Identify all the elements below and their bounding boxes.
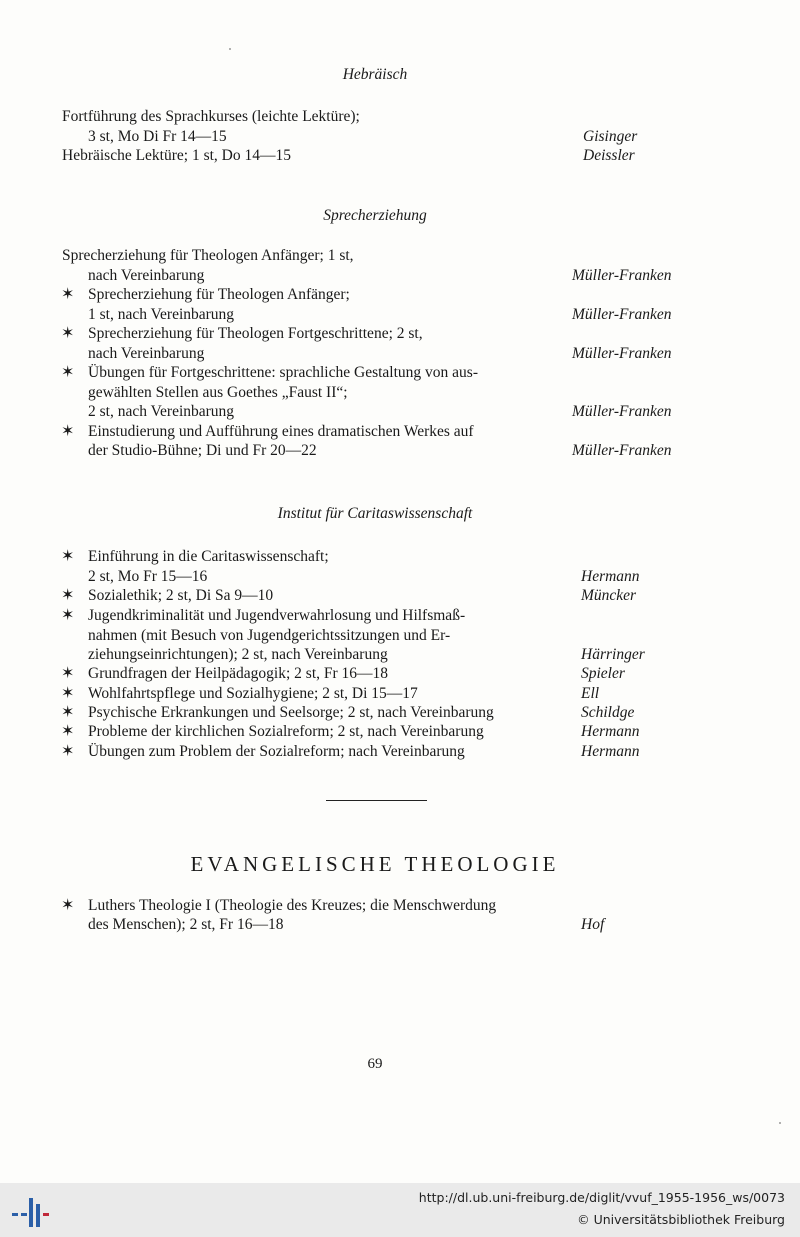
viewer-footer <box>0 1183 800 1237</box>
lecturer-name: Ell <box>581 685 600 702</box>
course-line: nach Vereinbarung <box>88 345 205 362</box>
faculty-title: EVANGELISCHE THEOLOGIE <box>190 852 560 876</box>
section-heading-sprecherziehung: Sprecherziehung <box>323 207 427 224</box>
course-line: 3 st, Mo Di Fr 14—15 <box>88 128 227 145</box>
course-line: Probleme der kirchlichen Sozialreform; 2 st, nach Vereinbarung <box>88 723 484 740</box>
star-marker-icon: ✶ <box>61 364 75 381</box>
library-logo-icon <box>12 1192 50 1228</box>
course-line: nahmen (mit Besuch von Jugendgerichtssitzungen und Er- <box>88 627 451 644</box>
star-marker-icon: ✶ <box>61 897 75 914</box>
lecturer-name: Deissler <box>583 147 635 164</box>
copyright-notice: © Universitätsbibliothek Freiburg <box>577 1212 785 1227</box>
lecturer-name: Hof <box>581 916 605 933</box>
course-line: ziehungseinrichtungen); 2 st, nach Vereinbarung <box>88 646 388 663</box>
course-line: Luthers Theologie I (Theologie des Kreuzes; die Menschwerdung <box>88 897 497 914</box>
section-heading-hebraeisch: Hebräisch <box>342 66 408 83</box>
course-line: 2 st, nach Vereinbarung <box>88 403 235 420</box>
star-marker-icon: ✶ <box>61 423 75 440</box>
course-line: Hebräische Lektüre; 1 st, Do 14—15 <box>62 147 291 164</box>
course-line: gewählten Stellen aus Goethes „Faust II“; <box>88 384 348 401</box>
course-line: Psychische Erkrankungen und Seelsorge; 2 st, nach Vereinbarung <box>88 704 494 721</box>
lecturer-name: Müller-Franken <box>572 306 672 323</box>
star-marker-icon: ✶ <box>61 607 75 624</box>
star-marker-icon: ✶ <box>61 704 75 721</box>
star-marker-icon: ✶ <box>61 587 75 604</box>
lecturer-name: Gisinger <box>583 128 638 145</box>
lecturer-name: Müller-Franken <box>572 267 672 284</box>
scan-speck <box>779 1122 781 1124</box>
course-line: Einstudierung und Aufführung eines dramatischen Werkes auf <box>88 423 474 440</box>
course-line: Sprecherziehung für Theologen Fortgeschrittene; 2 st, <box>88 325 423 342</box>
star-marker-icon: ✶ <box>61 723 75 740</box>
course-line: Sprecherziehung für Theologen Anfänger; <box>88 286 350 303</box>
lecturer-name: Müller-Franken <box>572 442 672 459</box>
section-heading-caritas: Institut für Caritaswissenschaft <box>277 505 473 522</box>
course-line: Einführung in die Caritaswissenschaft; <box>88 548 329 565</box>
lecturer-name: Müller-Franken <box>572 403 672 420</box>
scan-speck <box>229 48 231 50</box>
star-marker-icon: ✶ <box>61 286 75 303</box>
section-divider <box>326 800 427 801</box>
star-marker-icon: ✶ <box>61 685 75 702</box>
course-line: des Menschen); 2 st, Fr 16—18 <box>88 916 284 933</box>
lecturer-name: Hermann <box>581 568 640 585</box>
course-line: der Studio-Bühne; Di und Fr 20—22 <box>88 442 317 459</box>
lecturer-name: Hermann <box>581 723 640 740</box>
course-line: Übungen für Fortgeschrittene: sprachliche Gestaltung von aus- <box>88 364 478 381</box>
permalink-url[interactable]: http://dl.ub.uni-freiburg.de/diglit/vvuf_1955-1956_ws/0073 <box>418 1190 785 1205</box>
course-line: 2 st, Mo Fr 15—16 <box>88 568 208 585</box>
star-marker-icon: ✶ <box>61 548 75 565</box>
lecturer-name: Härringer <box>581 646 645 663</box>
lecturer-name: Hermann <box>581 743 640 760</box>
star-marker-icon: ✶ <box>61 665 75 682</box>
course-line: nach Vereinbarung <box>88 267 205 284</box>
lecturer-name: Müller-Franken <box>572 345 672 362</box>
lecturer-name: Müncker <box>581 587 637 604</box>
course-line: Wohlfahrtspflege und Sozialhygiene; 2 st, Di 15—17 <box>88 685 418 702</box>
course-line: Jugendkriminalität und Jugendverwahrlosung und Hilfsmaß- <box>88 607 466 624</box>
star-marker-icon: ✶ <box>61 743 75 760</box>
course-line: Übungen zum Problem der Sozialreform; nach Vereinbarung <box>88 743 465 760</box>
course-line: Sprecherziehung für Theologen Anfänger; 1 st, <box>62 247 354 264</box>
course-line: Fortführung des Sprachkurses (leichte Lektüre); <box>62 108 360 125</box>
lecturer-name: Schildge <box>581 704 635 721</box>
star-marker-icon: ✶ <box>61 325 75 342</box>
course-line: 1 st, nach Vereinbarung <box>88 306 235 323</box>
lecturer-name: Spieler <box>581 665 625 682</box>
page-number: 69 <box>367 1056 383 1072</box>
course-line: Sozialethik; 2 st, Di Sa 9—10 <box>88 587 274 604</box>
course-line: Grundfragen der Heilpädagogik; 2 st, Fr 16—18 <box>88 665 389 682</box>
